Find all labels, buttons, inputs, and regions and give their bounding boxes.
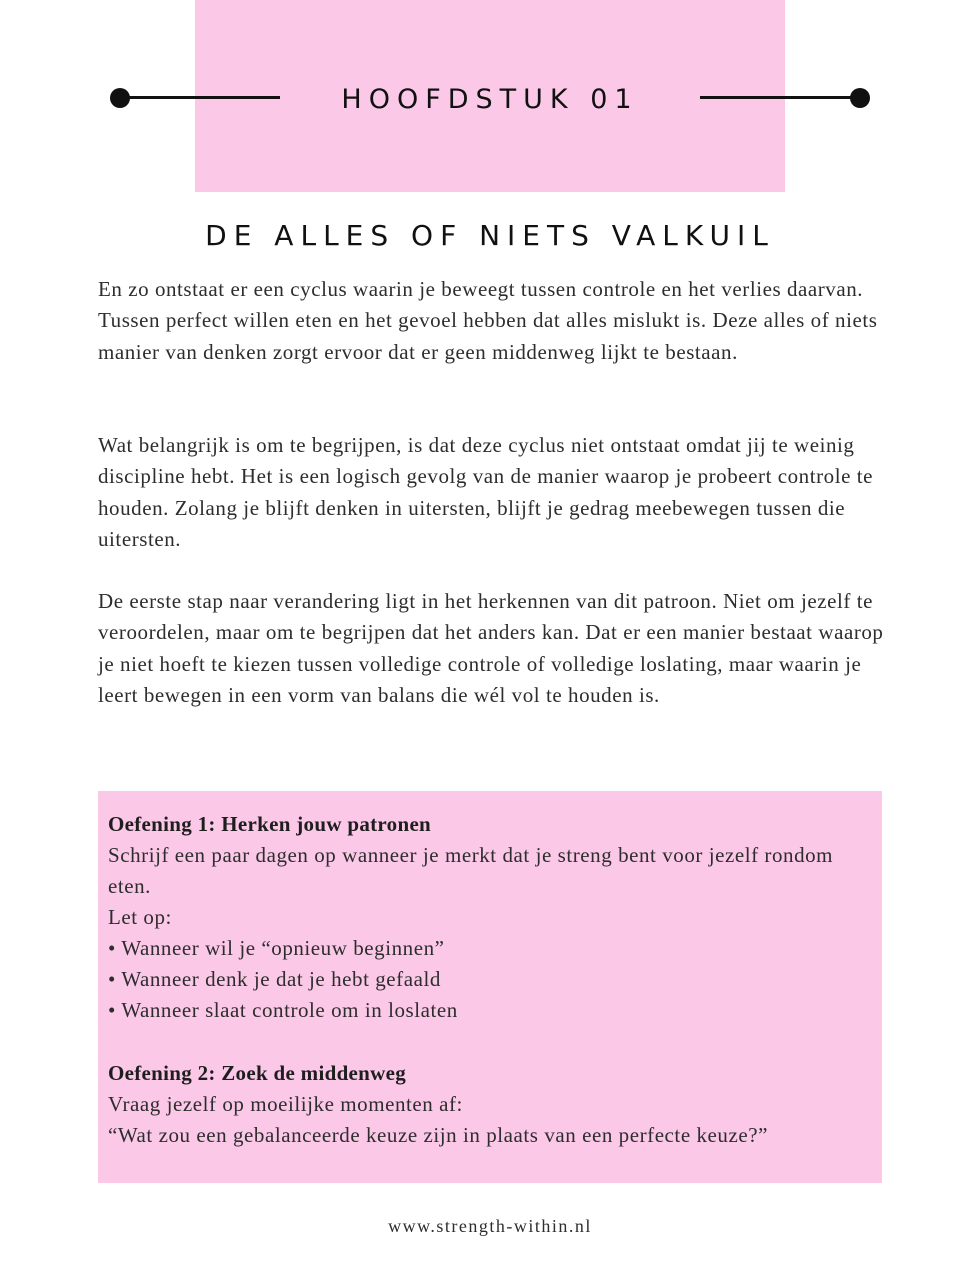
exercise-2-quote: “Wat zou een gebalanceerde keuze zijn in plaats van een perfecte keuze?” [108, 1123, 768, 1147]
right-connector-dot [850, 88, 870, 108]
exercise-1-item: • Wanneer denk je dat je hebt gefaald [108, 967, 441, 991]
exercise-1-heading: Oefening 1: Herken jouw patronen [108, 812, 432, 836]
exercise-1-item: • Wanneer wil je “opnieuw beginnen” [108, 936, 445, 960]
chapter-label: HOOFDSTUK 01 [341, 84, 639, 115]
exercise-2-text: Vraag jezelf op moeilijke momenten af: [108, 1092, 463, 1116]
exercise-1-item: • Wanneer slaat controle om in loslaten [108, 998, 458, 1022]
paragraph-3: De eerste stap naar verandering ligt in het herkennen van dit patroon. Niet om jezelf te veroordelen, maar om te begrijpen dat het anders kan. Dat er een manier bestaat waarop je niet hoeft te kiezen tussen volledige controle of volledige loslating, maar waarin je leert bewegen in een vorm van balans die wél vol te houden is. [98, 589, 884, 707]
exercise-1-prompt: Let op: [108, 905, 172, 929]
exercise-2-heading: Oefening 2: Zoek de middenweg [108, 1061, 407, 1085]
exercise-1-text: Schrijf een paar dagen op wanneer je merkt dat je streng bent voor jezelf rondom eten. [108, 843, 834, 898]
paragraph-2: Wat belangrijk is om te begrijpen, is dat deze cyclus niet ontstaat omdat jij te weinig discipline hebt. Het is een logisch gevolg van de manier waarop je probeert controle te houden. Zolang je blijft denken in uitersten, blijft je gedrag meebewegen tussen die uitersten. [98, 433, 874, 551]
paragraph-1: En zo ontstaat er een cyclus waarin je beweegt tussen controle en het verlies daarvan. Tussen perfect willen eten en het gevoel hebben dat alles mislukt is. Deze alles of niets manier van denken zorgt ervoor dat er geen middenweg lijkt te bestaan. [98, 277, 878, 364]
chapter-title: DE ALLES OF NIETS VALKUIL [205, 219, 775, 252]
footer-website-link[interactable]: www.strength-within.nl [388, 1216, 592, 1236]
